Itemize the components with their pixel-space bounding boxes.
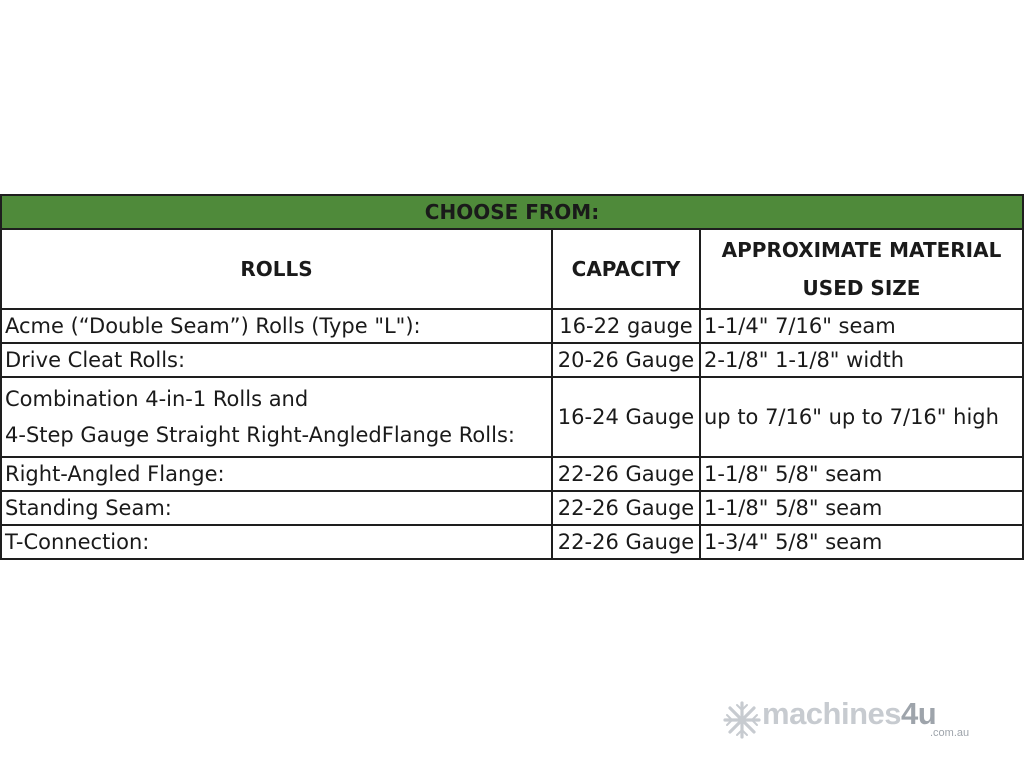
brand-name [762, 696, 936, 732]
machines4u-watermark [722, 696, 992, 746]
specification-table [0, 194, 1024, 560]
table-row [1, 457, 1023, 491]
brand-domain: .com.au [930, 727, 970, 739]
cell-rolls: Standing Seam: [1, 491, 552, 525]
cell-capacity: 16-24 Gauge [552, 377, 700, 457]
cell-rolls: T-Connection: [1, 525, 552, 559]
table-title-row [1, 195, 1023, 229]
header-material-line1: APPROXIMATE MATERIAL [721, 238, 1002, 262]
table-row [1, 377, 1023, 457]
table-row [1, 525, 1023, 559]
table-title: CHOOSE FROM: [1, 195, 1023, 229]
cell-capacity: 16-22 gauge [552, 309, 700, 343]
table-header-row [1, 229, 1023, 309]
header-rolls: ROLLS [1, 229, 552, 309]
brand-name-suffix: 4u [901, 696, 937, 731]
cell-rolls-line2: 4-Step Gauge Straight Right-AngledFlange Rolls: [5, 423, 515, 447]
header-capacity: CAPACITY [552, 229, 700, 309]
cell-size: 2-1/8" 1-1/8" width [700, 343, 1023, 377]
snowflake-icon [722, 700, 762, 740]
cell-rolls [1, 377, 552, 457]
cell-rolls: Drive Cleat Rolls: [1, 343, 552, 377]
brand-name-main: machines [762, 696, 902, 731]
header-material-line2: USED SIZE [802, 276, 921, 300]
cell-size: 1-1/8" 5/8" seam [700, 457, 1023, 491]
table-row [1, 309, 1023, 343]
cell-size: 1-3/4" 5/8" seam [700, 525, 1023, 559]
cell-capacity: 22-26 Gauge [552, 525, 700, 559]
cell-rolls: Right-Angled Flange: [1, 457, 552, 491]
cell-capacity: 22-26 Gauge [552, 491, 700, 525]
cell-capacity: 20-26 Gauge [552, 343, 700, 377]
cell-capacity: 22-26 Gauge [552, 457, 700, 491]
cell-size: up to 7/16" up to 7/16" high [700, 377, 1023, 457]
cell-rolls-line1: Combination 4-in-1 Rolls and [5, 387, 309, 411]
cell-size: 1-1/8" 5/8" seam [700, 491, 1023, 525]
cell-size: 1-1/4" 7/16" seam [700, 309, 1023, 343]
header-material-size [700, 229, 1023, 309]
table-row [1, 491, 1023, 525]
table-row [1, 343, 1023, 377]
cell-rolls: Acme (“Double Seam”) Rolls (Type "L"): [1, 309, 552, 343]
